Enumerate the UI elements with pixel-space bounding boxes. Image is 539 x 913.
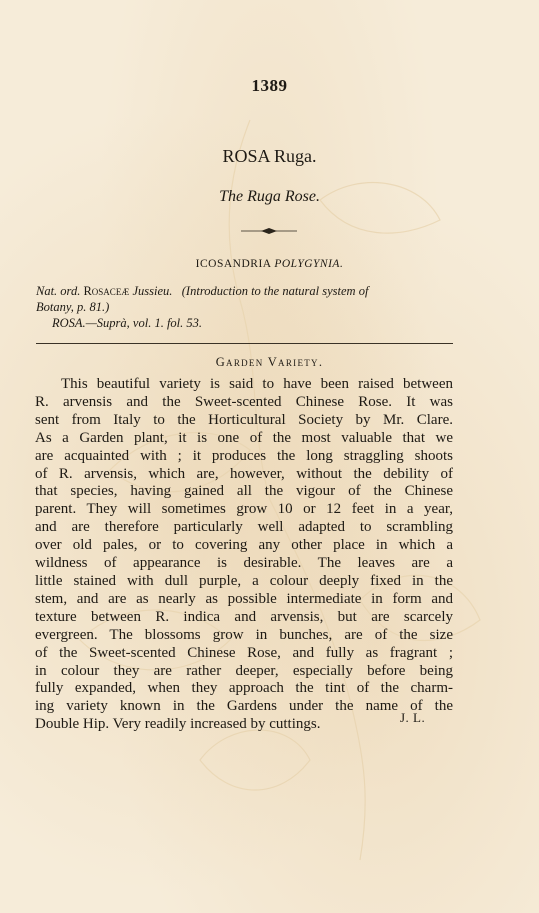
body-line: As a Garden plant, it is one of the most valuable that we [35,429,453,446]
body-line: of the Sweet-scented Chinese Rose, and fully as fragrant ; [35,644,453,661]
body-line: parent. They will sometimes grow 10 or 12 feet in a year, [35,501,453,518]
section-heading: Garden Variety. [215,355,324,369]
body-text [35,376,453,734]
body-line: texture between R. indica and arvensis, but are scarcely [35,608,453,625]
body-line: wildness of appearance is desirable. The leaves are a [35,555,453,572]
reference-line-2: Botany, p. 81.) [36,300,110,314]
class-name: ICOSANDRIA [195,258,271,270]
references-block [36,283,456,331]
body-line: R. arvensis and the Sweet-scented Chinese Rose. It was [35,393,453,410]
plate-number: 1389 [251,76,288,95]
body-line: that species, having gained all the vigour of the Chinese [35,483,453,500]
ornament-divider-icon [239,226,299,236]
reference-line-1 [36,283,456,299]
body-line: stem, and are as nearly as possible intermediate in form and [35,590,453,607]
body-line: and are therefore particularly well adapted to scrambling [35,519,453,536]
body-line: Double Hip. Very readily increased by cuttings. [35,716,321,733]
body-line: of R. arvensis, which are, however, without the debility of [35,465,453,482]
ref-genus: ROSA. [52,316,86,330]
ref-introduction: (Introduction to the natural system of [181,284,369,298]
body-line: over old pales, or to covering any other place in which a [35,537,453,554]
body-line: little stained with dull purple, a colour deeply fixed in the [35,572,453,589]
body-line: fully expanded, when they approach the tint of the charm- [35,680,453,697]
page-title: ROSA Ruga. [222,146,317,166]
body-line: in colour they are rather deeper, especially before being [35,662,453,679]
body-line: sent from Italy to the Horticultural Society by Mr. Clare. [35,411,453,428]
order-name: POLYGYNIA. [274,258,344,270]
body-line: evergreen. The blossoms grow in bunches, are of the size [35,626,453,643]
linnaean-classification [0,258,539,270]
ref-nat-ord: Nat. ord. [36,284,81,298]
horizontal-rule [36,343,453,344]
body-line: are acquainted with ; it produces the long straggling shoots [35,447,453,464]
reference-line-3 [36,315,456,331]
body-line: ing variety known in the Gardens under the name of the [35,698,453,715]
ref-supra: —Suprà, vol. 1. fol. 53. [85,316,203,330]
ref-author: Jussieu. [132,284,173,298]
body-line: This beautiful variety is said to have been raised between [61,376,453,392]
page-subtitle: The Ruga Rose. [219,188,320,205]
author-signature: J. L. [400,710,426,725]
ref-family: Rosaceæ [83,284,130,298]
